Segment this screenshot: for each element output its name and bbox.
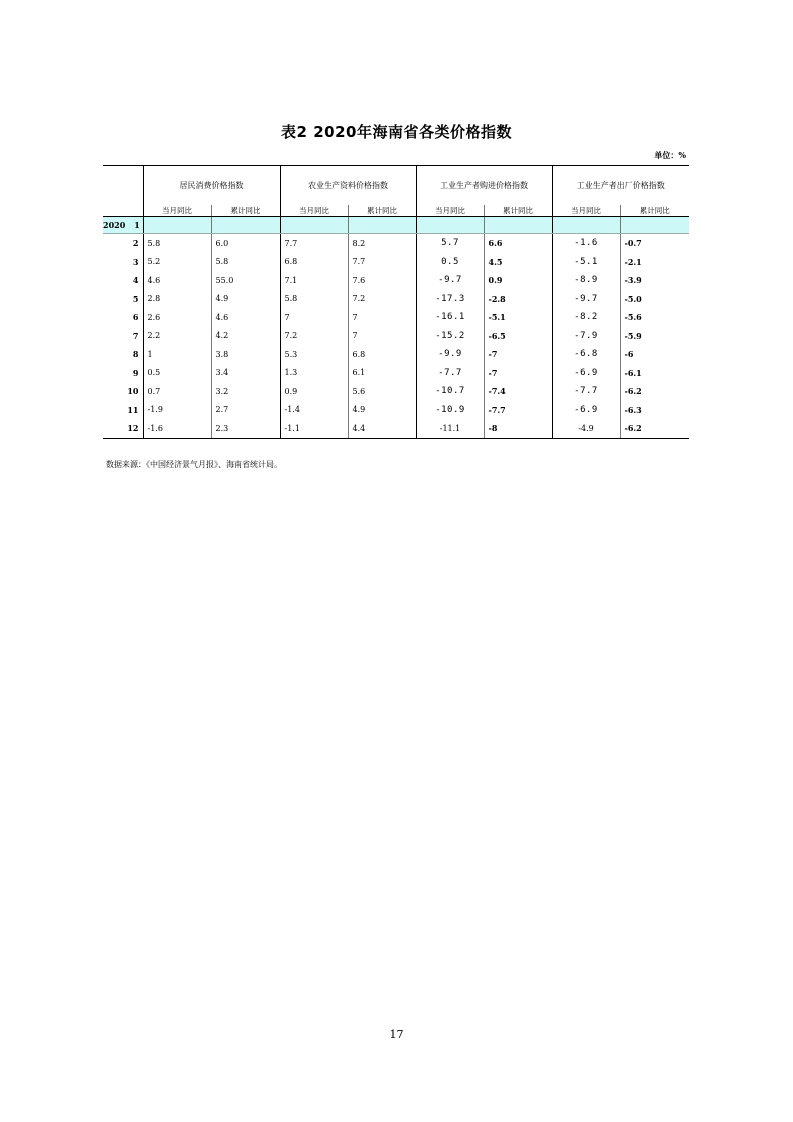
table-row: [103, 217, 689, 234]
table-cell: -6.8: [552, 345, 620, 364]
row-label: [103, 290, 143, 309]
table-cell: -15.2: [416, 327, 484, 346]
table-cell: -6.2: [620, 382, 689, 401]
table-row: [103, 345, 689, 364]
table-cell: -7.7: [416, 364, 484, 383]
table-row: [103, 234, 689, 253]
table-cell: -8.2: [552, 308, 620, 327]
price-index-table: [103, 165, 689, 439]
table-cell: 8.2: [348, 234, 416, 253]
group-header-cpi: 居民消费价格指数: [143, 166, 280, 206]
table-cell: -8: [484, 419, 552, 438]
row-label: [103, 308, 143, 327]
table-cell: -3.9: [620, 271, 689, 290]
table-cell: [620, 217, 689, 234]
table-cell: 7.2: [280, 327, 348, 346]
table-cell: -1.6: [143, 419, 211, 438]
table-cell: -5.0: [620, 290, 689, 309]
table-cell: 2.8: [143, 290, 211, 309]
table-cell: 7.6: [348, 271, 416, 290]
table-row: [103, 308, 689, 327]
row-label: [103, 217, 143, 234]
table-cell: -2.8: [484, 290, 552, 309]
table-cell: -6.5: [484, 327, 552, 346]
table-cell: -0.7: [620, 234, 689, 253]
table-cell: 4.6: [143, 271, 211, 290]
row-label: [103, 401, 143, 420]
table-cell: -7: [484, 364, 552, 383]
table-cell: -6.9: [552, 364, 620, 383]
table-cell: -6.1: [620, 364, 689, 383]
subheader-cell: 当月同比: [552, 205, 620, 217]
table-cell: 0.7: [143, 382, 211, 401]
subheader-cell: 累计同比: [211, 205, 280, 217]
table-cell: [484, 217, 552, 234]
table-cell: 2.3: [211, 419, 280, 438]
table-row: [103, 327, 689, 346]
table-cell: -9.7: [416, 271, 484, 290]
subheader-cell: 当月同比: [416, 205, 484, 217]
table-cell: 5.8: [143, 234, 211, 253]
table-cell: 1: [143, 345, 211, 364]
table-cell: 7.2: [348, 290, 416, 309]
subheader-cell: 累计同比: [348, 205, 416, 217]
table-cell: 5.8: [280, 290, 348, 309]
table-cell: -5.1: [484, 308, 552, 327]
table-cell: 2.7: [211, 401, 280, 420]
page-number: 17: [389, 1028, 404, 1041]
table-cell: 5.3: [280, 345, 348, 364]
corner-cell: [103, 205, 143, 217]
table-cell: 6.8: [280, 253, 348, 272]
table-cell: -7: [484, 345, 552, 364]
table-cell: 3.4: [211, 364, 280, 383]
table-row: [103, 290, 689, 309]
table-cell: -6.3: [620, 401, 689, 420]
row-label: [103, 419, 143, 438]
table-cell: 5.6: [348, 382, 416, 401]
table-cell: [211, 217, 280, 234]
group-header-ppi-purchase: 工业生产者购进价格指数: [416, 166, 552, 206]
table-cell: 4.2: [211, 327, 280, 346]
table-cell: 4.9: [348, 401, 416, 420]
month-label: 10: [127, 386, 139, 397]
table-cell: 0.5: [143, 364, 211, 383]
page-title: 表2 2020年海南省各类价格指数: [281, 123, 512, 141]
table-cell: -1.1: [280, 419, 348, 438]
table-cell: -6: [620, 345, 689, 364]
subheader-row: [103, 205, 689, 217]
subheader-cell: 当月同比: [143, 205, 211, 217]
table-cell: 6.8: [348, 345, 416, 364]
month-label: 6: [132, 312, 139, 323]
row-label: [103, 382, 143, 401]
table-cell: 1.3: [280, 364, 348, 383]
table-cell: 6.6: [484, 234, 552, 253]
table-cell: 0.9: [280, 382, 348, 401]
subheader-cell: 累计同比: [620, 205, 689, 217]
table-cell: 2.2: [143, 327, 211, 346]
month-label: 12: [127, 423, 139, 434]
subheader-cell: 当月同比: [280, 205, 348, 217]
table-cell: -1.4: [280, 401, 348, 420]
table-cell: [348, 217, 416, 234]
month-label: 3: [132, 256, 139, 267]
table-cell: 5.7: [416, 234, 484, 253]
table-cell: 7.7: [280, 234, 348, 253]
table-cell: 0.5: [416, 253, 484, 272]
table-row: [103, 401, 689, 420]
table-cell: -5.9: [620, 327, 689, 346]
table-cell: 7: [348, 308, 416, 327]
table-cell: -9.7: [552, 290, 620, 309]
table-cell: 4.4: [348, 419, 416, 438]
month-label: 7: [132, 330, 139, 341]
table-cell: 7: [348, 327, 416, 346]
table-cell: -8.9: [552, 271, 620, 290]
table-cell: -5.1: [552, 253, 620, 272]
subheader-cell: 累计同比: [484, 205, 552, 217]
table-cell: -9.9: [416, 345, 484, 364]
table-cell: 4.6: [211, 308, 280, 327]
table-cell: -1.9: [143, 401, 211, 420]
corner-cell: [103, 166, 143, 206]
table-cell: -7.4: [484, 382, 552, 401]
table-cell: -1.6: [552, 234, 620, 253]
row-label: [103, 345, 143, 364]
table-cell: 5.8: [211, 253, 280, 272]
year-label: 2020: [103, 220, 126, 230]
table-cell: -10.9: [416, 401, 484, 420]
table-cell: -4.9: [552, 419, 620, 438]
table-cell: 0.9: [484, 271, 552, 290]
table-cell: -7.7: [552, 382, 620, 401]
group-header-agri: 农业生产资料价格指数: [280, 166, 416, 206]
table-cell: [552, 217, 620, 234]
row-label: [103, 364, 143, 383]
table-cell: 2.6: [143, 308, 211, 327]
month-label: 9: [132, 367, 139, 378]
table-cell: -6.2: [620, 419, 689, 438]
table-cell: -7.9: [552, 327, 620, 346]
unit-label: 单位：%: [654, 150, 686, 160]
table-cell: -6.9: [552, 401, 620, 420]
table-cell: -10.7: [416, 382, 484, 401]
table-row: [103, 364, 689, 383]
month-label: 4: [132, 275, 139, 286]
group-header-row: [103, 166, 689, 206]
source-footnote: 数据来源：《中国经济景气月报》、海南省统计局。: [106, 460, 282, 469]
table-cell: 6.1: [348, 364, 416, 383]
table-row: [103, 253, 689, 272]
month-label: 2: [132, 238, 139, 249]
table-cell: -2.1: [620, 253, 689, 272]
table-cell: [416, 217, 484, 234]
table-cell: 3.2: [211, 382, 280, 401]
row-label: [103, 271, 143, 290]
table-cell: 7: [280, 308, 348, 327]
table-cell: 3.8: [211, 345, 280, 364]
row-label: [103, 253, 143, 272]
table-cell: -5.6: [620, 308, 689, 327]
table-cell: 5.2: [143, 253, 211, 272]
table-cell: -11.1: [416, 419, 484, 438]
table-cell: 4.9: [211, 290, 280, 309]
row-label: [103, 234, 143, 253]
table-cell: -7.7: [484, 401, 552, 420]
table-cell: [280, 217, 348, 234]
month-label: 5: [132, 293, 139, 304]
month-label: 11: [127, 404, 139, 415]
month-label: 1: [134, 220, 140, 230]
group-header-ppi-output: 工业生产者出厂价格指数: [552, 166, 689, 206]
table-cell: 4.5: [484, 253, 552, 272]
month-label: 8: [132, 349, 139, 360]
table-cell: -17.3: [416, 290, 484, 309]
table-cell: 7.7: [348, 253, 416, 272]
table-cell: 6.0: [211, 234, 280, 253]
table-row: [103, 382, 689, 401]
table-cell: -16.1: [416, 308, 484, 327]
table-row: [103, 419, 689, 438]
table-cell: [143, 217, 211, 234]
table-row: [103, 271, 689, 290]
row-label: [103, 327, 143, 346]
table-cell: 7.1: [280, 271, 348, 290]
table-cell: 55.0: [211, 271, 280, 290]
